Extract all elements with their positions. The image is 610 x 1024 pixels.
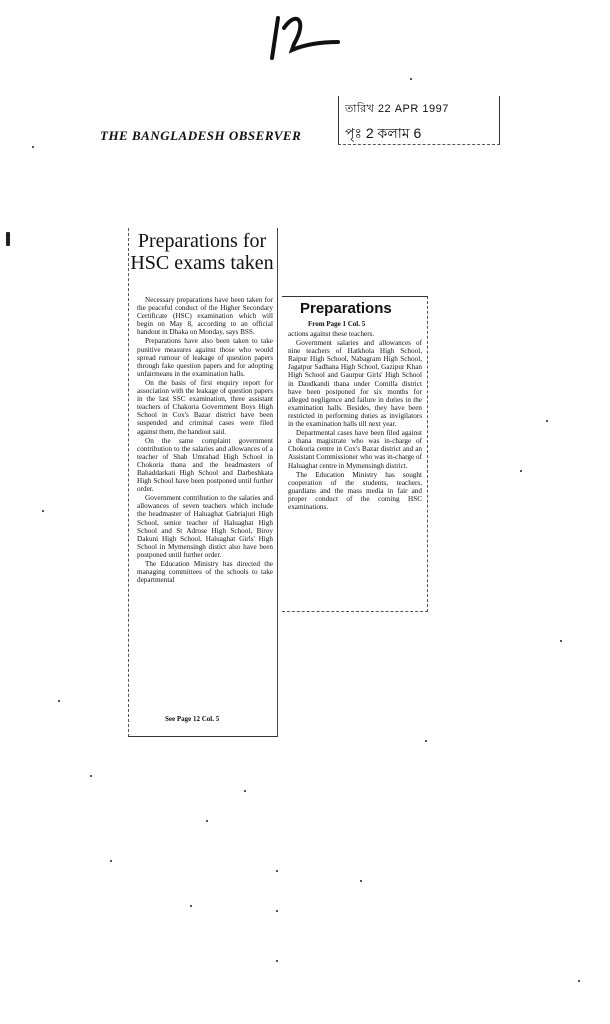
paragraph: On the same complaint government contribution to the salaries and allowances of a teacher of Shah Umrahad High School in Chokoria thana and the headmasters of Bahaddarkati High School and Darbeshkata High School have been postponed until further order. [137,436,273,494]
paragraph: Departmental cases have been filed against a thana magistrate who was in-charge of Chokoria centre in Cox's Bazar district and an Assistant Commissioner who was in-charge of Haluaghat centre in Mymensingh district. [288,429,422,470]
paragraph: Necessary preparations have been taken for the peaceful conduct of the Higher Secondary Certificate (HSC) examination which will begin on May 8, according to an official handout in Dhaka on Monday, says BSS. [137,296,273,337]
date-stamp [338,96,500,145]
paragraph: The Education Ministry has sought cooperation of the students, teachers, guardians and the mass media in fair and proper conduct of the coming HSC examinations. [288,470,422,511]
paragraph: Preparations have also been taken to take punitive measures against those who would spread rumour of leakage of question papers through fake question papers and for adopting unfairmeans in the examination halls. [137,337,273,378]
newspaper-masthead: THE BANGLADESH OBSERVER [100,128,302,143]
article-headline: Preparations for HSC exams taken [130,230,274,274]
stamp-page-column: পৃঃ 2 কলাম 6 [345,125,422,141]
continued-title: Preparations [300,300,392,317]
handwritten-page-number [262,6,342,66]
paragraph: The Education Ministry has directed the managing committees of the schools to take departmental [137,560,273,585]
paragraph: Government salaries and allowances of nine teachers of Hatkhola High School, Raipur High School, Nabagram High School, Jagatpur Sadhana High School, Gazipur Khan High School and Gaurpur Girls' High School in Daudkandi thana under Comilla district have been postponed for six months for alleged negligence and failure in duties in the examination halls. Besides, they have been restricted in performing duties as invigilators in the examination halls till next year. [288,339,422,429]
continuation-note: See Page 12 Col. 5 [165,715,220,723]
article-right-column [288,330,422,512]
continued-from-note: From Page 1 Col. 5 [308,320,366,328]
paragraph: actions against these teachers. [288,330,375,338]
paragraph: Government contribution to the salaries and allowances of seven teachers which include the headmaster of Haluaghat Gabriajuri High School, senior teacher of Haluaghat High School and St Adrose High School, Biroy Dakuni High School, Haluaghat Girls' High School in Mymensingh distict also have been postponed until further order. [137,494,273,559]
article-left-column [137,296,273,585]
stamp-date: তারিখ 22 APR 1997 [345,103,449,115]
paragraph: On the basis of first enquiry report for association with the leakage of question papers in the last SSC examination, three assistant teachers of Chakoria Government Boys High School in Cox's Bazar district have been suspended and criminal cases were filed against them, the handout said. [137,378,273,436]
